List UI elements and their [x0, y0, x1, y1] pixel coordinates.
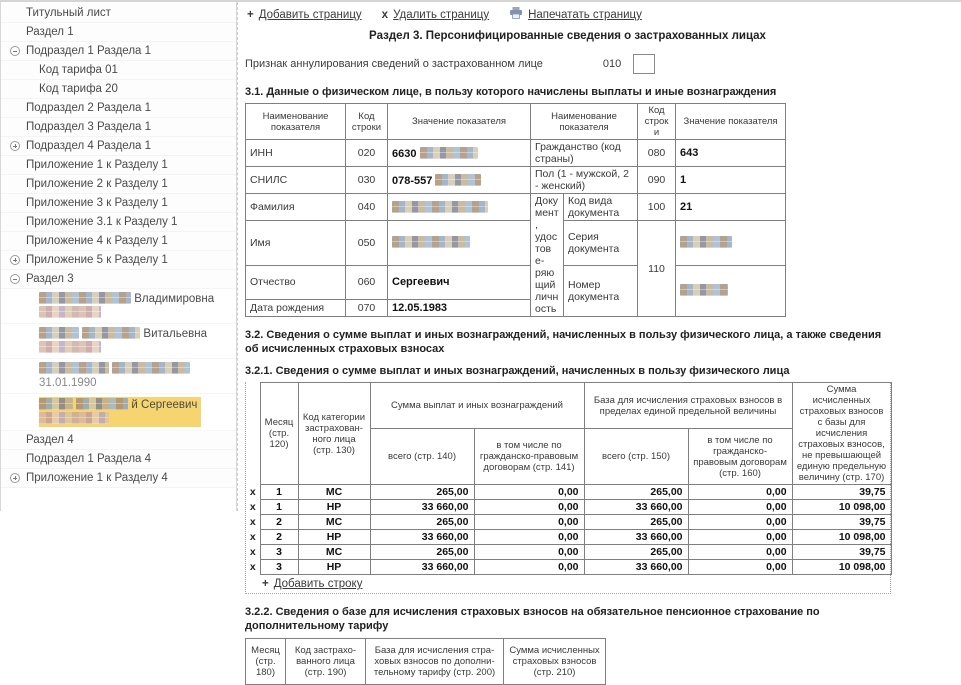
- sidebar-item-title-page[interactable]: Титульный лист: [1, 4, 236, 23]
- sidebar-item-subsection3-section1[interactable]: Подраздел 3 Раздела 1: [1, 118, 236, 137]
- annulment-line-code: 010: [602, 58, 622, 70]
- sidebar-item-appendix1-section1[interactable]: Приложение 1 к Разделу 1: [1, 156, 236, 175]
- v150-cell[interactable]: 265,00: [584, 485, 688, 500]
- inn-code: 020: [346, 140, 388, 167]
- form-area: [237, 2, 961, 678]
- v160-cell[interactable]: 0,00: [688, 485, 792, 500]
- month-cell[interactable]: 3: [260, 560, 298, 575]
- sidebar-item-section4[interactable]: Раздел 4: [1, 431, 236, 450]
- redacted-date: [39, 412, 109, 424]
- v160-cell[interactable]: 0,00: [688, 545, 792, 560]
- annulment-label: Признак аннулирования сведений о застрахованном лице: [245, 58, 543, 70]
- col-header: Код строки: [346, 104, 388, 140]
- v150-cell[interactable]: 265,00: [584, 545, 688, 560]
- category-cell[interactable]: НР: [298, 530, 370, 545]
- printer-icon: [509, 7, 523, 22]
- gender-value[interactable]: 1: [676, 167, 786, 194]
- section-3-2-2-title: 3.2.2. Сведения о базе для исчисления страховых взносов на обязательное пенсионное страхование по дополнительному тарифу: [245, 606, 820, 632]
- col-header-month: Месяц (стр. 120): [260, 383, 298, 485]
- inn-label: ИНН: [246, 140, 346, 167]
- table-row: [246, 560, 891, 575]
- add-row-button[interactable]: + Добавить строку: [262, 578, 363, 590]
- v141-cell[interactable]: 0,00: [474, 545, 584, 560]
- col-header: Значение показателя: [676, 104, 786, 140]
- section-tree: [1, 4, 236, 488]
- v150-cell[interactable]: 33 660,00: [584, 530, 688, 545]
- annulment-row: [245, 54, 961, 74]
- redacted-value: [392, 236, 470, 248]
- section-3-2-title: 3.2. Сведения о сумме выплат и иных вознаграждений, начисленных в пользу физического лица, а также сведения об исчисленных страховых взносах: [245, 329, 882, 355]
- page-title: Раздел 3. Персонифицированные сведения о застрахованных лицах: [369, 30, 766, 42]
- redacted-date: [39, 341, 101, 353]
- v141-cell[interactable]: 0,00: [474, 485, 584, 500]
- col-group-base: База для исчисления страховых взносов в пределах единой предельной величины: [584, 383, 792, 429]
- payments-table-container: [245, 382, 891, 594]
- page-toolbar: [245, 7, 961, 22]
- v140-cell[interactable]: 265,00: [370, 545, 474, 560]
- v141-cell[interactable]: 0,00: [474, 560, 584, 575]
- month-cell[interactable]: 1: [260, 500, 298, 515]
- citizenship-label: Гражданство (код страны): [531, 140, 638, 167]
- col-header-category: Код категории застрахованного лица (стр. 130): [298, 383, 370, 485]
- v170-cell[interactable]: 10 098,00: [792, 530, 891, 545]
- col-header: Наименование показателя: [531, 104, 638, 140]
- v170-cell[interactable]: 10 098,00: [792, 500, 891, 515]
- v141-cell[interactable]: 0,00: [474, 515, 584, 530]
- col-group-payments: Сумма выплат и иных вознаграждений: [370, 383, 584, 429]
- redacted-name: [112, 362, 190, 374]
- x-icon: x: [381, 8, 389, 21]
- v141-cell[interactable]: 0,00: [474, 500, 584, 515]
- redacted-name: [39, 327, 79, 339]
- identity-doc-group-label: Документ, удостоверяющий личность: [531, 194, 564, 317]
- doc-kind-label: Код вида документа: [564, 194, 638, 221]
- table-row: [246, 500, 891, 515]
- col-header: Значение показателя: [388, 104, 531, 140]
- doc-number-value[interactable]: [676, 265, 786, 317]
- v150-cell[interactable]: 33 660,00: [584, 500, 688, 515]
- col-header-150: всего (стр. 150): [584, 429, 688, 485]
- person-birthdate: 31.01.1990: [39, 377, 97, 389]
- collapse-icon[interactable]: [10, 274, 20, 284]
- delete-row-marker[interactable]: x: [246, 530, 260, 545]
- redacted-date: [39, 306, 101, 318]
- doc-kind-value[interactable]: 21: [676, 194, 786, 221]
- redacted-name: [39, 292, 131, 304]
- snils-label: СНИЛС: [246, 167, 346, 194]
- v170-cell[interactable]: 10 098,00: [792, 560, 891, 575]
- expand-icon[interactable]: [10, 255, 20, 265]
- redacted-value: [680, 236, 732, 248]
- inn-value[interactable]: 6630: [388, 140, 531, 167]
- section-3-1-title: 3.1. Данные о физическом лице, в пользу которого начислены выплаты и иные вознаграждения: [245, 86, 777, 98]
- v160-cell[interactable]: 0,00: [688, 500, 792, 515]
- annulment-input[interactable]: [633, 54, 655, 74]
- month-cell[interactable]: 1: [260, 485, 298, 500]
- col-header-month-180: Месяц (стр. 180): [246, 639, 286, 685]
- col-header-code-190: Код застрахованного лица (стр. 190): [286, 639, 366, 685]
- sidebar-item-tariff-01[interactable]: Код тарифа 01: [1, 61, 236, 80]
- snils-value[interactable]: 078-557: [388, 167, 531, 194]
- table-row: [246, 530, 891, 545]
- birthdate-value[interactable]: 12.05.1983: [388, 300, 531, 317]
- firstname-code: 050: [346, 221, 388, 266]
- plus-icon: +: [247, 8, 254, 21]
- sidebar-item-subsection4-section1[interactable]: Подраздел 4 Раздела 1: [1, 137, 236, 156]
- sidebar-person-2[interactable]: Витальевна: [1, 324, 236, 359]
- lastname-code: 040: [346, 194, 388, 221]
- sidebar-item-appendix2-section1[interactable]: Приложение 2 к Разделу 1: [1, 175, 236, 194]
- sidebar-item-appendix3-1-section1[interactable]: Приложение 3.1 к Разделу 1: [1, 213, 236, 232]
- col-header-160: в том числе по гражданско-правовым договорам (стр. 160): [688, 429, 792, 485]
- snils-code: 030: [346, 167, 388, 194]
- delete-page-button[interactable]: x Удалить страницу: [381, 8, 490, 21]
- category-cell[interactable]: МС: [298, 545, 370, 560]
- sidebar-item-appendix4-section1[interactable]: Приложение 4 к Разделу 1: [1, 232, 236, 251]
- sidebar-item-appendix5-section1[interactable]: Приложение 5 к Разделу 1: [1, 251, 236, 270]
- month-cell[interactable]: 2: [260, 515, 298, 530]
- expand-icon[interactable]: [10, 141, 20, 151]
- v160-cell[interactable]: 0,00: [688, 515, 792, 530]
- col-header-base-200: База для исчисления страховых взносов по дополнительному тарифу (стр. 200): [366, 639, 504, 685]
- redacted-value: [680, 284, 728, 296]
- col-header-140: всего (стр. 140): [370, 429, 474, 485]
- delete-row-marker[interactable]: x: [246, 545, 260, 560]
- v140-cell[interactable]: 265,00: [370, 485, 474, 500]
- v140-cell[interactable]: 33 660,00: [370, 560, 474, 575]
- sidebar-item-tariff-20[interactable]: Код тарифа 20: [1, 80, 236, 99]
- print-page-button[interactable]: Напечатать страницу: [509, 7, 642, 22]
- citizenship-value[interactable]: 643: [676, 140, 786, 167]
- doc-series-value[interactable]: [676, 221, 786, 266]
- sidebar-item-appendix1-section4[interactable]: Приложение 1 к Разделу 4: [1, 469, 236, 488]
- doc-series-number-code: 110: [638, 221, 676, 317]
- firstname-label: Имя: [246, 221, 346, 266]
- birthdate-label: Дата рождения: [246, 300, 346, 317]
- v170-cell[interactable]: 39,75: [792, 515, 891, 530]
- table-row: [246, 515, 891, 530]
- col-header-170: Сумма исчисленных страховых взносов с базы для исчисления страховых взносов, не превышающей единую предельную величину (стр. 170): [792, 383, 891, 485]
- category-cell[interactable]: МС: [298, 485, 370, 500]
- sidebar-item-subsection1-section4[interactable]: Подраздел 1 Раздела 4: [1, 450, 236, 469]
- col-header: Код строки: [638, 104, 676, 140]
- v140-cell[interactable]: 33 660,00: [370, 530, 474, 545]
- sidebar-person-4-selected[interactable]: й Сергеевич: [1, 394, 236, 431]
- sidebar-person-1[interactable]: Владимировна: [1, 289, 236, 324]
- birthdate-code: 070: [346, 300, 388, 317]
- sidebar-item-subsection1-section1[interactable]: Подраздел 1 Раздела 1: [1, 42, 236, 61]
- collapse-icon[interactable]: [10, 46, 20, 56]
- v170-cell[interactable]: 39,75: [792, 545, 891, 560]
- v150-cell[interactable]: 265,00: [584, 515, 688, 530]
- redacted-name: [76, 398, 128, 410]
- sidebar-item-section3[interactable]: Раздел 3: [1, 270, 236, 289]
- category-cell[interactable]: НР: [298, 500, 370, 515]
- lastname-value[interactable]: [388, 194, 531, 221]
- expand-icon[interactable]: [10, 473, 20, 483]
- v140-cell[interactable]: 265,00: [370, 515, 474, 530]
- section-3-2-1-title: 3.2.1. Сведения о сумме выплат и иных вознаграждений, начисленных в пользу физического лица: [245, 365, 790, 377]
- firstname-value[interactable]: [388, 221, 531, 266]
- redacted-value: [435, 174, 481, 186]
- v160-cell[interactable]: 0,00: [688, 560, 792, 575]
- doc-kind-code: 100: [638, 194, 676, 221]
- gender-code: 090: [638, 167, 676, 194]
- category-cell[interactable]: МС: [298, 515, 370, 530]
- redacted-name: [39, 362, 109, 374]
- col-header: Наименование показателя: [246, 104, 346, 140]
- table-row: [246, 485, 891, 500]
- redacted-name: [39, 398, 73, 410]
- delete-row-marker[interactable]: x: [246, 485, 260, 500]
- redacted-name: [82, 327, 140, 339]
- col-header-141: в том числе по гражданско-правовым договорам (стр. 141): [474, 429, 584, 485]
- person-details-table: [245, 103, 786, 317]
- sidebar-item-appendix3-section1[interactable]: Приложение 3 к Разделу 1: [1, 194, 236, 213]
- middlename-code: 060: [346, 265, 388, 300]
- col-header-sum-210: Сумма исчисленных страховых взносов (стр. 210): [504, 639, 606, 685]
- v141-cell[interactable]: 0,00: [474, 530, 584, 545]
- additional-tariff-table: [245, 638, 606, 685]
- payments-table: [246, 382, 892, 575]
- v150-cell[interactable]: 33 660,00: [584, 560, 688, 575]
- v140-cell[interactable]: 33 660,00: [370, 500, 474, 515]
- redacted-value: [420, 147, 478, 159]
- sidebar-person-3[interactable]: [1, 359, 236, 394]
- redacted-value: [392, 201, 488, 213]
- sidebar-item-subsection2-section1[interactable]: Подраздел 2 Раздела 1: [1, 99, 236, 118]
- lastname-label: Фамилия: [246, 194, 346, 221]
- table-row: [246, 545, 891, 560]
- doc-series-label: Серия документа: [564, 221, 638, 266]
- sidebar-item-section1[interactable]: Раздел 1: [1, 23, 236, 42]
- category-cell[interactable]: НР: [298, 560, 370, 575]
- add-page-button[interactable]: + Добавить страницу: [247, 8, 362, 21]
- v170-cell[interactable]: 39,75: [792, 485, 891, 500]
- section-tree-sidebar: [0, 2, 237, 511]
- citizenship-code: 080: [638, 140, 676, 167]
- delete-row-marker[interactable]: x: [246, 515, 260, 530]
- v160-cell[interactable]: 0,00: [688, 530, 792, 545]
- gender-label: Пол (1 - мужской, 2 - женский): [531, 167, 638, 194]
- middlename-value[interactable]: Сергеевич: [388, 265, 531, 300]
- doc-number-label: Номер документа: [564, 265, 638, 317]
- month-cell[interactable]: 3: [260, 545, 298, 560]
- delete-row-marker[interactable]: x: [246, 500, 260, 515]
- plus-icon: +: [262, 578, 269, 590]
- delete-row-marker[interactable]: x: [246, 560, 260, 575]
- middlename-label: Отчество: [246, 265, 346, 300]
- month-cell[interactable]: 2: [260, 530, 298, 545]
